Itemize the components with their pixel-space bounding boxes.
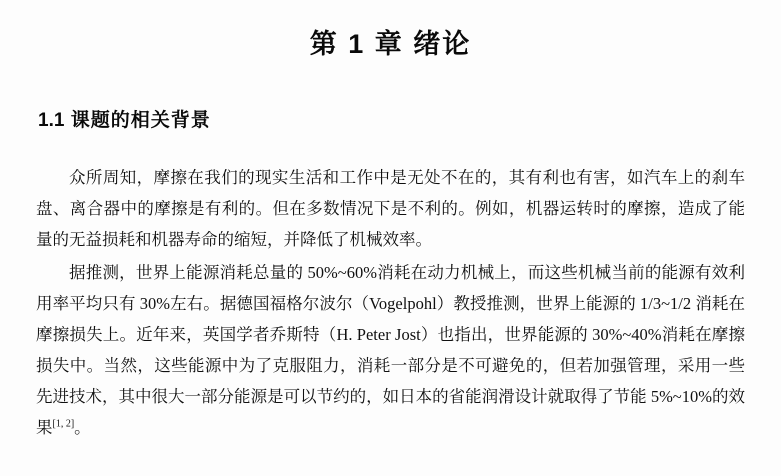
body-text: [36, 136, 745, 443]
section-number: 1.1: [38, 110, 65, 131]
citation-reference: [1, 2]: [52, 418, 75, 430]
paragraph-2-text: 据推测，世界上能源消耗总量的 50%~60%消耗在动力机械上，而这些机械当前的能源有效利用率平均只有 30%左右。据德国福格尔波尔（Vogelpohl）教授推测，世界上能源的 1/3~1/2 消耗在摩擦损失上。近年来，英国学者乔斯特（H. Peter Jost）也指出，世界能源的 30%~40%消耗在摩擦损失中。当然，这些能源中为了克服阻力，消耗一部分是不可避免的，但若加强管理，采用一些先进技术，其中很大一部分能源是可以节约的，如日本的省能润滑设计就取得了节能 5%~10%的效果: [36, 263, 745, 437]
paragraph-2: [36, 257, 745, 443]
section-title: 课题的相关背景: [70, 110, 211, 131]
paragraph-2-end-punctuation: 。: [74, 418, 91, 437]
paragraph-1: 众所周知，摩擦在我们的现实生活和工作中是无处不在的，其有利也有害，如汽车上的刹车盘、离合器中的摩擦是有利的。但在多数情况下是不利的。例如，机器运转时的摩擦，造成了能量的无益损耗和机器寿命的缩短，并降低了机械效率。: [36, 168, 745, 249]
chapter-title: 第 1 章 绪论: [309, 29, 472, 59]
section-heading: [36, 67, 745, 136]
